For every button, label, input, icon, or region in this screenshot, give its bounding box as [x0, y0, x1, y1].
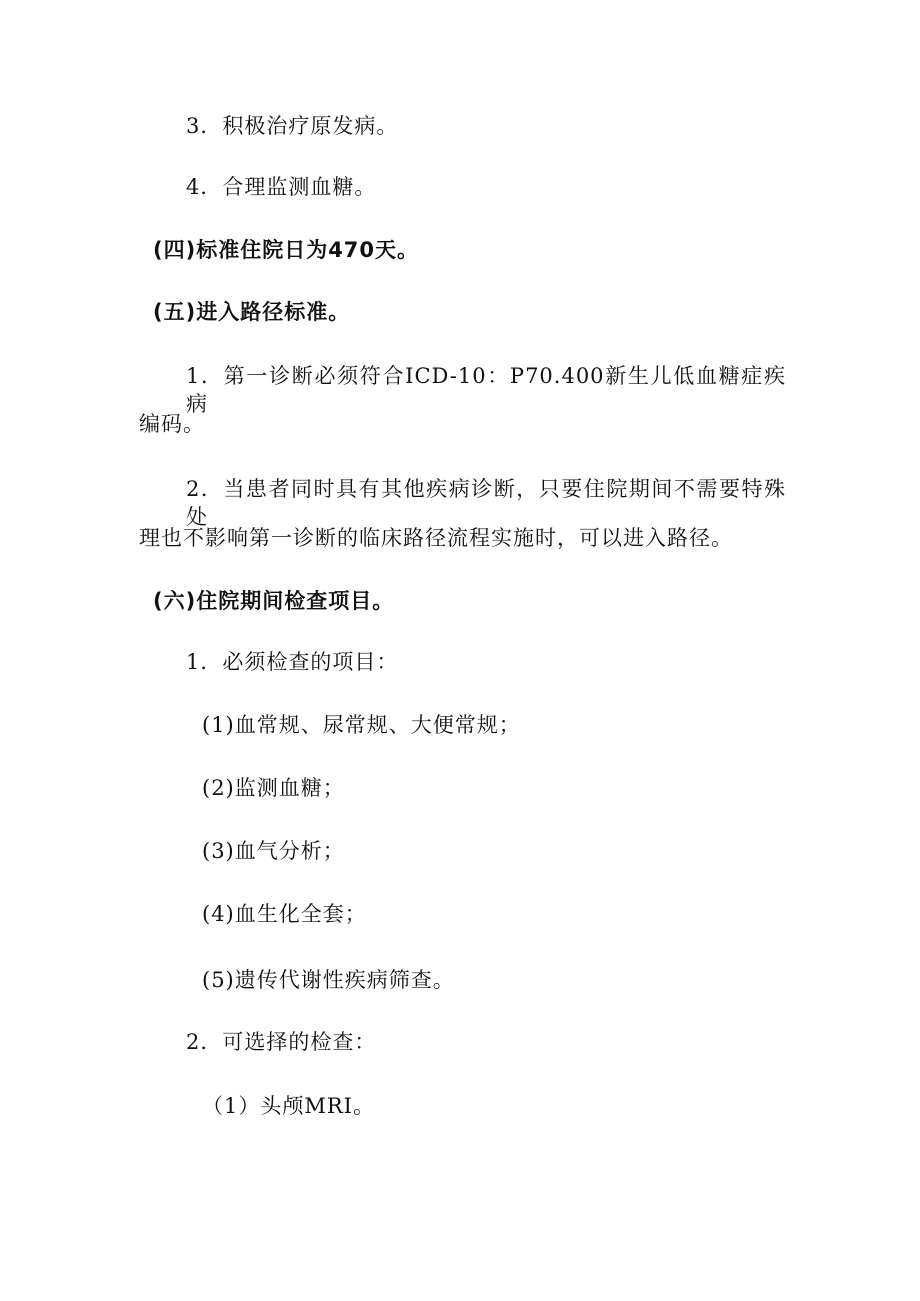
optional-test-1: （1）头颅MRI。: [202, 1094, 375, 1118]
paragraph-2-line-2: 理也不影响第一诊断的临床路径流程实施时，可以进入路径。: [139, 526, 733, 550]
paragraph-1-line-1: 1．第一诊断必须符合ICD-10：P70.400新生儿低血糖症疾病: [186, 364, 786, 416]
required-test-4: (4)血生化全套；: [202, 902, 367, 926]
subsection-optional-tests: 2．可选择的检查：: [186, 1030, 377, 1054]
list-item-4: 4．合理监测血糖。: [186, 175, 377, 199]
required-test-1: (1)血常规、尿常规、大便常规；: [202, 713, 521, 737]
section-heading-6: (六)住院期间检查项目。: [153, 589, 395, 613]
section-heading-4: (四)标准住院日为470天。: [153, 238, 420, 262]
required-test-3: (3)血气分析；: [202, 839, 345, 863]
paragraph-1-line-2: 编码。: [139, 412, 205, 436]
required-test-5: (5)遗传代谢性疾病筛查。: [202, 968, 455, 992]
subsection-required-tests: 1．必须检查的项目：: [186, 650, 399, 674]
list-item-3: 3．积极治疗原发病。: [186, 114, 399, 138]
section-heading-5: (五)进入路径标准。: [153, 300, 351, 324]
paragraph-2-line-1: 2．当患者同时具有其他疾病诊断，只要住院期间不需要特殊处: [186, 477, 786, 529]
required-test-2: (2)监测血糖；: [202, 776, 345, 800]
